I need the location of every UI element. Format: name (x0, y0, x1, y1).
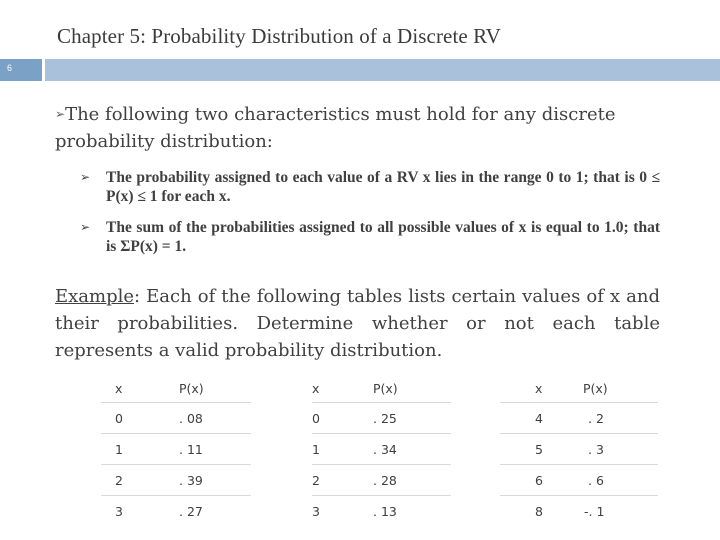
arrow-bullet-icon: ➢ (80, 220, 91, 234)
table-row (312, 403, 451, 434)
cell-px: . 2 (583, 403, 658, 434)
table-row (500, 496, 658, 527)
example-label: Example (55, 286, 135, 307)
cell-px: . 34 (373, 434, 451, 465)
header-x: x (500, 374, 583, 403)
cell-x: 0 (312, 403, 373, 434)
table-row (312, 465, 451, 496)
table-row (101, 434, 251, 465)
table-row (500, 434, 658, 465)
slide-number-box (0, 59, 42, 81)
bullet-text: The sum of the probabilities assigned to all possible values of x is equal to 1.0; that is ΣP(x) = 1. (106, 219, 660, 255)
cell-px: . 11 (179, 434, 251, 465)
arrow-bullet-icon: ➢ (55, 107, 66, 121)
table-row (312, 496, 451, 527)
cell-px: . 6 (583, 465, 658, 496)
cell-px: . 3 (583, 434, 658, 465)
cell-x: 1 (101, 434, 179, 465)
cell-px: . 13 (373, 503, 397, 519)
table-header-row (312, 374, 451, 403)
header-x: x (101, 374, 179, 403)
header-px: P(x) (583, 374, 658, 403)
bullet-text: The probability assigned to each value of a RV x lies in the range 0 to 1; that is 0 ≤ P(x) ≤ 1 for each x. (106, 169, 660, 205)
header-band (45, 59, 720, 81)
cell-px: . 28 (373, 465, 451, 496)
arrow-bullet-icon: ➢ (80, 170, 91, 184)
cell-x: 8 (535, 503, 543, 519)
cell-px: . 27 (179, 503, 203, 519)
cell-x: 0 (101, 403, 179, 434)
cell-px: -. 1 (584, 503, 605, 519)
cell-x: 3 (115, 503, 123, 519)
cell-x: 2 (312, 465, 373, 496)
example-paragraph (55, 283, 660, 364)
cell-x: 6 (500, 465, 583, 496)
slide-title: Chapter 5: Probability Distribution of a Discrete RV (57, 24, 501, 48)
table-header-row (500, 374, 658, 403)
bullet-item (80, 168, 660, 206)
header-px: P(x) (373, 374, 451, 403)
table-row (101, 465, 251, 496)
cell-x: 2 (101, 465, 179, 496)
header-x: x (312, 374, 373, 403)
slide-number: 6 (7, 63, 13, 73)
header-px: P(x) (179, 374, 251, 403)
cell-x: 5 (500, 434, 583, 465)
cell-px: . 08 (179, 403, 251, 434)
table-row (500, 403, 658, 434)
table-row (101, 403, 251, 434)
probability-table-2 (312, 374, 451, 526)
cell-px: . 25 (373, 403, 451, 434)
cell-px: . 39 (179, 465, 251, 496)
bullet-item (80, 218, 660, 256)
table-row (312, 434, 451, 465)
cell-x: 1 (312, 434, 373, 465)
example-text: : Each of the following tables lists certain values of x and their probabilities. Determine whether or not each table represents a valid probability distribution. (55, 286, 660, 361)
intro-text: The following two characteristics must hold for any discrete probability distribution: (55, 104, 616, 152)
intro-paragraph (55, 101, 670, 155)
cell-x: 3 (312, 503, 320, 519)
cell-x: 4 (500, 403, 583, 434)
table-row (101, 496, 251, 527)
probability-table-1 (101, 374, 251, 526)
table-header-row (101, 374, 251, 403)
table-row (500, 465, 658, 496)
probability-table-3 (500, 374, 658, 526)
